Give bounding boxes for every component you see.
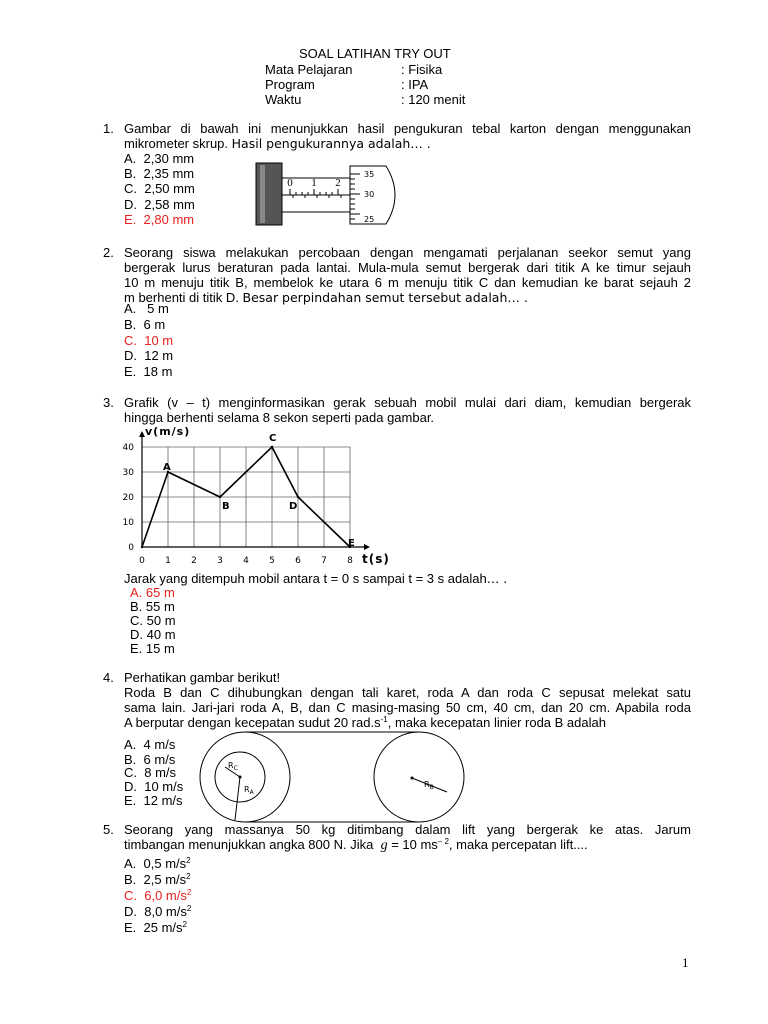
q5-number: 5.	[103, 822, 114, 837]
micrometer-main-label-2: 2	[335, 177, 341, 189]
vt-x-tick-label: 4	[243, 556, 249, 566]
q4-option-e[interactable]	[124, 793, 183, 808]
vt-x-tick-label: 0	[139, 556, 145, 566]
label-rc-main: R	[228, 761, 234, 770]
q2-text-line4	[124, 290, 528, 305]
option-sup: 2	[186, 904, 192, 913]
q5-text-line2	[124, 837, 588, 853]
vt-x-tick-label: 3	[217, 556, 223, 566]
q5-text-line2a: timbangan menunjukkan angka 800 N. Jika	[124, 837, 374, 852]
q1-option-c[interactable]	[124, 181, 195, 196]
option-letter: B.	[130, 599, 143, 614]
vt-grid	[142, 447, 350, 547]
vt-point-label: B	[222, 501, 230, 512]
label-ra-main: R	[244, 785, 250, 794]
q5-option-d[interactable]	[124, 904, 191, 919]
option-text: 2,80 mm	[143, 212, 195, 227]
wheels-figure	[190, 730, 490, 826]
q2-option-c[interactable]	[124, 333, 173, 348]
q1-option-a[interactable]	[124, 151, 194, 166]
vt-point-label: D	[289, 501, 298, 512]
q4-text-line3: sama lain. Jari-jari roda A, B, dan C masing-masing 50 cm, 40 cm, dan 20 cm. Apabila roda	[124, 700, 691, 715]
option-text: 18 m	[143, 364, 173, 379]
option-letter: D.	[124, 779, 137, 794]
option-text: 8,0 m/s	[144, 904, 187, 919]
option-letter: C.	[130, 613, 143, 628]
q3-question	[124, 571, 507, 586]
label-rb-sub: B	[429, 784, 434, 791]
q2-text-line2: bergerak lurus beraturan pada lantai. Mula-mula semut bergerak dari titik A ke timur sejauh	[124, 260, 691, 275]
vt-point-labels	[163, 433, 355, 549]
q2-number: 2.	[103, 245, 114, 260]
vt-point-label: E	[348, 538, 355, 549]
option-letter: E.	[124, 920, 137, 935]
q4-text-line4	[124, 715, 606, 730]
micrometer-thimble-label-30: 30	[364, 190, 375, 199]
q3-text-line1: Grafik (v – t) menginformasikan gerak sebuah mobil mulai dari diam, kemudian bergerak	[124, 395, 691, 410]
q2-text-line1: Seorang siswa melakukan percobaan dengan mengamati perjalanan seekor semut yang	[124, 245, 691, 260]
q3-text-line2: hingga berhenti selama 8 sekon seperti pada gambar.	[124, 410, 435, 425]
micrometer-main-label-1: 1	[311, 177, 317, 189]
q4-text-line1: Perhatikan gambar berikut!	[124, 670, 281, 685]
q2-text-line4a: m berhenti di titik D.	[124, 290, 239, 305]
option-letter: B.	[124, 166, 137, 181]
option-text: 2,5 m/s	[143, 872, 187, 887]
q5-text-line2b: = 10 ms	[391, 837, 438, 852]
q2-option-b[interactable]	[124, 317, 165, 332]
option-text: 8 m/s	[144, 765, 177, 780]
vt-data-point	[141, 546, 143, 548]
doc-title: SOAL LATIHAN TRY OUT	[299, 46, 451, 61]
header-value-program: : IPA	[401, 77, 429, 92]
page-number: 1	[682, 955, 689, 970]
q2-option-a[interactable]	[124, 301, 169, 316]
q5-option-e[interactable]	[124, 920, 187, 935]
q1-option-d[interactable]	[124, 197, 195, 212]
label-ra-sub: A	[249, 789, 254, 796]
vt-y-tick-label: 20	[122, 493, 134, 503]
vt-x-tick-label: 6	[295, 556, 301, 566]
q1-option-e[interactable]	[124, 212, 194, 227]
center-b	[411, 777, 414, 780]
vt-point-label: A	[163, 462, 171, 473]
q4-text-line4-sup: -1	[380, 715, 388, 724]
header-value-time: : 120 menit	[401, 92, 466, 107]
option-text: 10 m/s	[144, 779, 184, 794]
option-text: 12 m	[144, 348, 174, 363]
q5-text-line2c: , maka percepatan lift....	[448, 837, 588, 852]
micrometer-thimble-label-35: 35	[364, 170, 375, 179]
q4-option-a[interactable]	[124, 737, 175, 752]
q5-text-line1: Seorang yang massanya 50 kg ditimbang dalam lift yang bergerak ke atas. Jarum	[124, 822, 691, 837]
option-text: 65 m	[145, 585, 175, 600]
option-letter: D.	[124, 197, 137, 212]
vt-x-tick-label: 8	[347, 556, 353, 566]
q1-text-line2a: mikrometer skrup.	[124, 136, 229, 151]
option-text: 2,35 mm	[143, 166, 195, 181]
option-text: 6,0 m/s	[144, 888, 187, 903]
option-text: 2,50 mm	[144, 181, 195, 196]
q4-number: 4.	[103, 670, 114, 685]
q5-text-line2-sup: – 2	[437, 837, 449, 846]
option-text: 6 m	[143, 317, 166, 332]
vt-x-tick-label: 2	[191, 556, 197, 566]
q5-symbol-g: g	[380, 838, 388, 853]
center-ac	[239, 776, 242, 779]
q4-text-line2: Roda B dan C dihubungkan dengan tali karet, roda A dan roda C sepusat melekat satu	[124, 685, 691, 700]
vt-data-point	[219, 496, 221, 498]
q3-question-a: Jarak yang ditempuh mobil antara t = 0 s sampai t = 3 s adalah	[124, 571, 487, 586]
q3-option-e[interactable]	[130, 641, 175, 656]
option-letter: C.	[124, 888, 137, 903]
vt-y-axis-label: v(m/s)	[145, 425, 191, 438]
q5-option-c[interactable]	[124, 888, 191, 903]
option-letter: C.	[124, 181, 137, 196]
q3-option-a[interactable]	[130, 585, 175, 600]
q3-option-b[interactable]	[130, 599, 175, 614]
q1-option-b[interactable]	[124, 166, 194, 181]
vt-x-tick-label: 7	[321, 556, 327, 566]
q3-number: 3.	[103, 395, 114, 410]
option-letter: E.	[124, 212, 137, 227]
q2-text-line4b: Besar perpindahan semut tersebut adalah… .	[242, 290, 528, 305]
micrometer-thimble-label-25: 25	[364, 215, 375, 224]
header-label-program: Program	[265, 77, 315, 92]
option-sup: 2	[186, 872, 191, 881]
micrometer-anvil	[256, 163, 282, 225]
option-text: 5 m	[147, 301, 169, 316]
option-letter: A.	[124, 301, 137, 316]
option-letter: E.	[124, 793, 137, 808]
label-rb-main: R	[424, 780, 430, 789]
option-letter: E.	[124, 364, 137, 379]
vt-x-axis-label: t(s)	[362, 552, 390, 566]
q1-text-line2	[124, 136, 431, 151]
option-text: 40 m	[146, 627, 176, 642]
q4-text-line4b: , maka kecepatan linier roda B adalah	[387, 715, 606, 730]
option-text: 25 m/s	[143, 920, 183, 935]
q3-question-b: … .	[486, 571, 508, 586]
option-sup: 2	[186, 888, 192, 897]
option-letter: B.	[124, 752, 137, 767]
option-letter: E.	[130, 641, 143, 656]
option-text: 15 m	[145, 641, 175, 656]
q3-option-d[interactable]	[130, 627, 176, 642]
micrometer-main-label-0: 0	[287, 177, 293, 189]
q4-option-d[interactable]	[124, 779, 183, 794]
vt-data-point	[271, 446, 273, 448]
header-label-time: Waktu	[265, 92, 302, 107]
option-text: 4 m/s	[143, 737, 176, 752]
option-text: 55 m	[145, 599, 175, 614]
option-text: 12 m/s	[143, 793, 183, 808]
option-letter: B.	[124, 872, 137, 887]
option-text: 2,58 mm	[144, 197, 195, 212]
option-letter: C.	[124, 765, 137, 780]
vt-y-tick-label: 0	[128, 543, 134, 553]
vt-point-label: C	[269, 433, 277, 444]
option-letter: D.	[124, 348, 137, 363]
vt-x-axis-arrow	[364, 544, 370, 550]
vt-y-tick-label: 30	[122, 468, 134, 478]
option-letter: B.	[124, 317, 137, 332]
q2-option-d[interactable]	[124, 348, 173, 363]
q1-text-line1: Gambar di bawah ini menunjukkan hasil pengukuran tebal karton dengan menggunakan	[124, 121, 691, 136]
vt-graph	[112, 422, 392, 570]
option-text: 0,5 m/s	[143, 856, 187, 871]
vt-data-point	[297, 496, 299, 498]
q5-option-b[interactable]	[124, 872, 191, 887]
vt-x-tick-label: 5	[269, 556, 275, 566]
micrometer-anvil-shade	[260, 165, 265, 223]
vt-y-tick-label: 10	[122, 518, 134, 528]
vt-y-tick-label: 40	[122, 443, 134, 453]
q4-option-c[interactable]	[124, 765, 176, 780]
option-letter: D.	[124, 904, 137, 919]
option-letter: C.	[124, 333, 137, 348]
q5-option-a[interactable]	[124, 856, 191, 871]
header-value-subject: : Fisika	[401, 62, 443, 77]
header-label-subject: Mata Pelajaran	[265, 62, 353, 77]
q1-number: 1.	[103, 121, 114, 136]
q2-option-e[interactable]	[124, 364, 172, 379]
vt-x-tick-label: 1	[165, 556, 171, 566]
option-sup: 2	[186, 856, 191, 865]
option-letter: A.	[124, 856, 137, 871]
q4-text-line4a: A berputar dengan kecepatan sudut 20 rad.s	[124, 715, 381, 730]
label-rc-sub: C	[233, 765, 238, 772]
option-text: 10 m	[144, 333, 174, 348]
option-letter: A.	[130, 585, 143, 600]
q1-text-line2b: Hasil pengukurannya adalah… .	[231, 136, 431, 151]
micrometer-figure	[250, 160, 410, 228]
option-text: 6 m/s	[143, 752, 176, 767]
option-letter: A.	[124, 151, 137, 166]
option-sup: 2	[182, 920, 187, 929]
wheel-b	[374, 732, 464, 822]
option-text: 50 m	[146, 613, 176, 628]
option-text: 2,30 mm	[143, 151, 195, 166]
q2-text-line3: 10 m menuju titik B, membelok ke utara 6 m menuju titik C dan kemudian ke barat sejauh 2	[124, 275, 691, 290]
option-letter: D.	[130, 627, 143, 642]
option-letter: A.	[124, 737, 137, 752]
q3-option-c[interactable]	[130, 613, 176, 628]
